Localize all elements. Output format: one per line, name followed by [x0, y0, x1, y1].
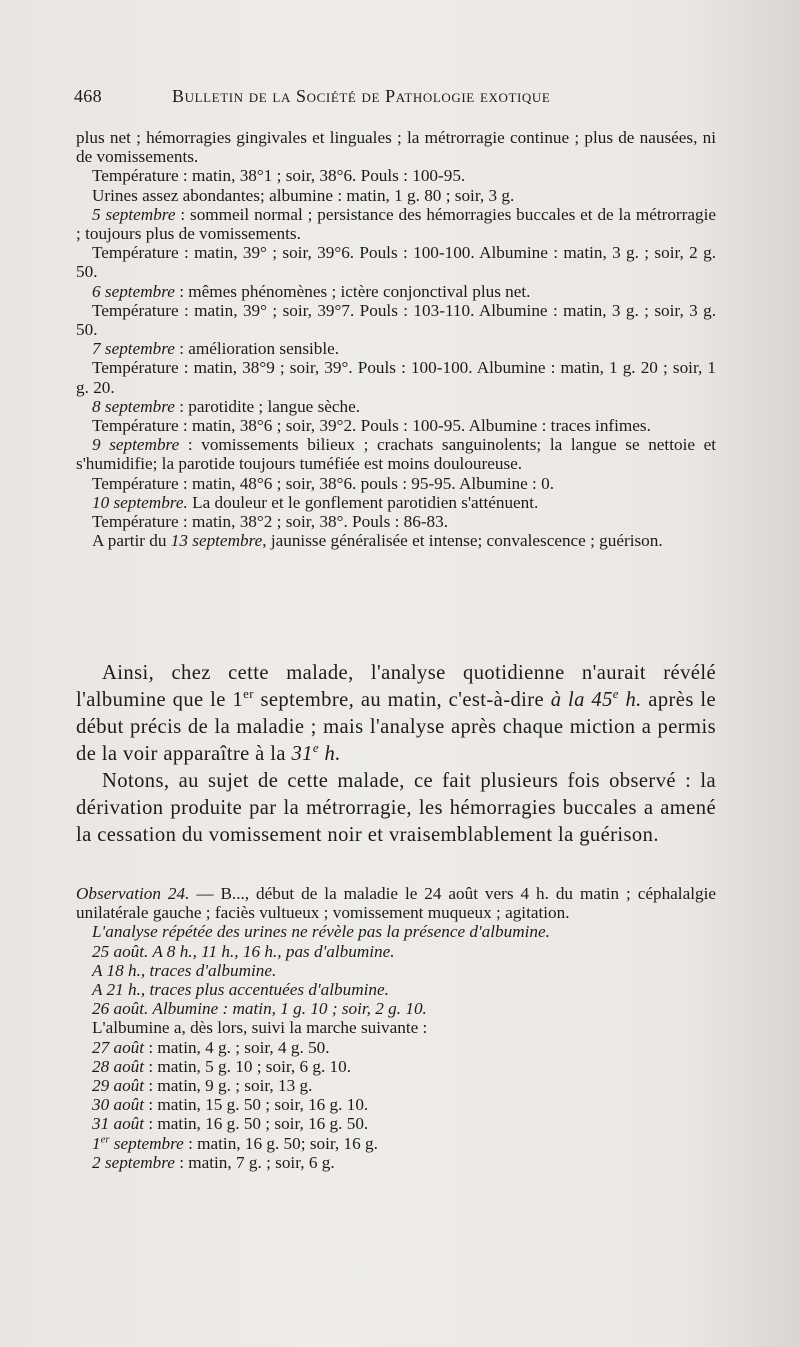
paragraph [76, 512, 716, 531]
text-run: A 18 h., traces d'albumine. [92, 960, 277, 980]
page-number: 468 [74, 86, 102, 106]
paragraph [76, 243, 716, 281]
text-run: : sommeil normal ; persistance des hémorragies buccales et de la métrorragie ; toujours plus de vomissements. [76, 204, 717, 244]
text-run: après le début précis de la maladie ; mais l'analyse après chaque miction a permis de la voir apparaître à la [76, 689, 716, 765]
paragraph [76, 186, 716, 205]
paragraph [76, 884, 716, 922]
observation-24-section [76, 884, 716, 1172]
paragraph [76, 493, 716, 512]
text-run: 7 septembre [92, 339, 175, 359]
paragraph [76, 922, 716, 941]
text-run: : matin, 16 g. 50; soir, 16 g. [183, 1133, 378, 1153]
text-run: 10 septembre. [92, 492, 188, 512]
text-run: 9 septembre [92, 435, 180, 455]
paragraph [76, 980, 716, 999]
paragraph [76, 1038, 716, 1057]
text-run: Notons, au sujet de cette malade, ce fait plusieurs fois observé : la dérivation produite par la métrorragie, les hémorragies buccales a amené la cessation du vomissement noir et vraisemblablement la guérison. [76, 770, 716, 846]
text-run: Température : matin, 38°9 ; soir, 39°. Pouls : 100-100. Albumine : matin, 1 g. 20 ; soir, 1 g. 20. [76, 358, 716, 397]
text-run: Température : matin, 38°6 ; soir, 39°2. Pouls : 100-95. Albumine : traces infimes. [92, 416, 651, 436]
text-run: : amélioration sensible. [174, 339, 340, 359]
paragraph [76, 358, 716, 396]
text-run: : matin, 4 g. ; soir, 4 g. 50. [144, 1037, 330, 1057]
paragraph [76, 1095, 716, 1114]
text-run: 1 [92, 1133, 101, 1153]
text-run: Température : matin, 48°6 ; soir, 38°6. pouls : 95-95. Albumine : 0. [92, 473, 555, 493]
paragraph [76, 531, 716, 550]
text-run: Ainsi, chez cette malade, l'analyse quotidienne n'aurait révélé l'albumine que le 1 [76, 662, 716, 711]
text-run: 30 août [92, 1095, 145, 1115]
text-run: Température : matin, 38°2 ; soir, 38°. Pouls : 86-83. [92, 512, 449, 532]
text-run: : matin, 5 g. 10 ; soir, 6 g. 10. [144, 1056, 352, 1076]
paragraph [76, 205, 716, 243]
text-run: : matin, 7 g. ; soir, 6 g. [174, 1152, 335, 1172]
text-run: — B..., début de la maladie le 24 août vers 4 h. du matin ; céphalalgie unilatérale gauche ; faciès vultueux ; vomissement muqueux ; agitation. [76, 884, 716, 923]
text-run: er [243, 687, 254, 702]
paragraph [76, 397, 716, 416]
text-run: septembre [109, 1133, 184, 1153]
text-run: 28 août [92, 1056, 145, 1076]
text-run: L'analyse répétée des urines ne révèle pas la présence d'albumine. [92, 922, 550, 942]
commentary-section [76, 660, 716, 849]
paragraph [76, 1153, 716, 1172]
text-run: er [100, 1133, 110, 1145]
text-run: 26 août. Albumine : matin, 1 g. 10 ; soir, 2 g. 10. [92, 999, 427, 1019]
text-run: 25 août. A 8 h., 11 h., 16 h., pas d'albumine. [92, 941, 395, 961]
text-run: : vomissements bilieux ; crachats sanguinolents; la langue se nettoie et s'humidifie; la parotide toujours tuméfiée est moins douloureuse. [76, 435, 717, 474]
text-run: à la 45 [550, 689, 613, 711]
text-run: Observation 24. [76, 884, 190, 903]
paragraph [76, 416, 716, 435]
paragraph [76, 128, 716, 166]
text-run: : matin, 9 g. ; soir, 13 g. [144, 1076, 313, 1096]
paragraph [76, 660, 716, 768]
text-run: plus net ; hémorragies gingivales et linguales ; la métrorragie continue ; plus de nausées, ni de vomissements. [76, 128, 716, 167]
paragraph [76, 1114, 716, 1133]
text-run: 5 septembre [92, 204, 176, 224]
text-run: Température : matin, 38°1 ; soir, 38°6. Pouls : 100-95. [92, 166, 466, 186]
text-run: h. [618, 689, 642, 711]
paragraph [76, 961, 716, 980]
case-log-section [76, 128, 716, 550]
paragraph [76, 999, 716, 1018]
text-run: : matin, 16 g. 50 ; soir, 16 g. 50. [144, 1114, 369, 1134]
paragraph [76, 339, 716, 358]
paragraph [76, 942, 716, 961]
paragraph [76, 474, 716, 493]
text-run: 29 août [92, 1076, 145, 1096]
text-run: Température : matin, 39° ; soir, 39°6. Pouls : 100-100. Albumine : matin, 3 g. ; soir, 2 g. 50. [76, 243, 716, 282]
paragraph [76, 282, 716, 301]
text-run: La douleur et le gonflement parotidien s'atténuent. [187, 492, 539, 512]
paragraph [76, 166, 716, 185]
text-run: 31 [291, 743, 313, 765]
text-run: septembre, au matin, c'est-à-dire [253, 689, 551, 711]
paragraph [76, 1057, 716, 1076]
running-title: Bulletin de la Société de Pathologie exotique [172, 86, 551, 106]
text-run: : mêmes phénomènes ; ictère conjonctival plus net. [174, 281, 531, 301]
text-run: e [312, 741, 319, 756]
paragraph [76, 435, 716, 473]
text-run: L'albumine a, dès lors, suivi la marche suivante : [92, 1018, 428, 1038]
text-run: Urines assez abondantes; albumine : matin, 1 g. 80 ; soir, 3 g. [92, 185, 515, 205]
text-run: A 21 h., traces plus accentuées d'albumine. [92, 980, 389, 1000]
text-run: h. [318, 743, 341, 765]
paragraph [76, 1018, 716, 1037]
text-run: 13 septembre [170, 531, 263, 551]
text-run: 31 août [92, 1114, 145, 1134]
text-run: A partir du [92, 531, 171, 551]
text-run: 6 septembre [92, 281, 175, 301]
text-run: , jaunisse généralisée et intense; convalescence ; guérison. [262, 531, 663, 551]
text-run: 8 septembre [92, 396, 175, 416]
text-run: e [612, 687, 619, 702]
paragraph [76, 768, 716, 849]
text-run: Température : matin, 39° ; soir, 39°7. Pouls : 103-110. Albumine : matin, 3 g. ; soir, 3 g. 50. [76, 300, 716, 340]
paragraph [76, 301, 716, 339]
text-run: 2 septembre [92, 1152, 175, 1172]
paragraph [76, 1134, 716, 1153]
text-run: : matin, 15 g. 50 ; soir, 16 g. 10. [144, 1095, 369, 1115]
text-run: : parotidite ; langue sèche. [174, 396, 361, 416]
paragraph [76, 1076, 716, 1095]
text-run: 27 août [92, 1037, 145, 1057]
